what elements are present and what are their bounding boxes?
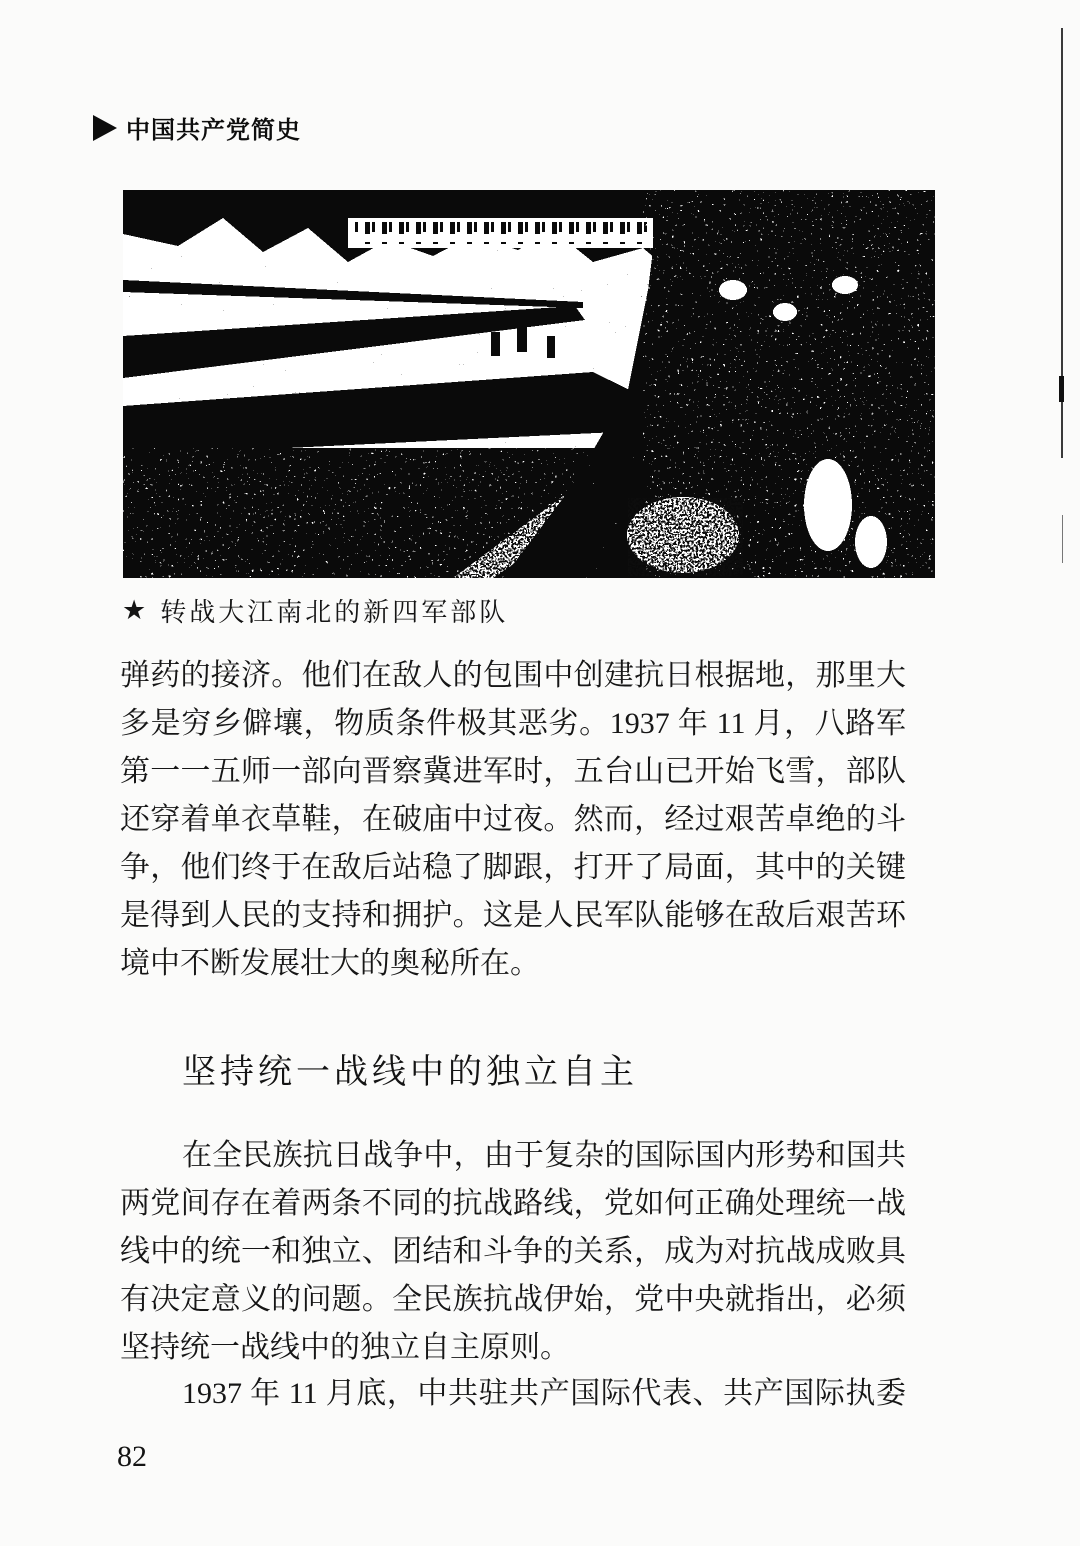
paragraph-3 <box>120 1370 906 1418</box>
body-line: 1937 年 11 月底，中共驻共产国际代表、共产国际执委 <box>182 1377 906 1410</box>
star-icon: ★ <box>122 595 147 625</box>
paragraph-2 <box>120 1132 906 1372</box>
body-line: 争，他们终于在敌后站稳了脚跟，打开了局面，其中的关键 <box>120 851 906 884</box>
section-heading: 坚持统一战线中的独立自主 <box>182 1054 638 1091</box>
photo-caption <box>122 592 508 629</box>
right-triangle-icon <box>93 115 117 141</box>
body-line: 坚持统一战线中的独立自主原则。 <box>120 1331 570 1364</box>
page-number: 82 <box>117 1440 147 1473</box>
newfourth-army-photo <box>123 190 935 578</box>
photo-caption-text: 转战大江南北的新四军部队 <box>160 598 509 627</box>
body-line: 弹药的接济。他们在敌人的包围中创建抗日根据地，那里大 <box>120 659 906 692</box>
paragraph-1 <box>120 652 906 988</box>
header-title: 中国共产党简史 <box>126 117 301 144</box>
body-line: 境中不断发展壮大的奥秘所在。 <box>120 947 540 980</box>
body-line: 是得到人民的支持和拥护。这是人民军队能够在敌后艰苦环 <box>120 899 906 932</box>
body-line: 在全民族抗日战争中，由于复杂的国际国内形势和国共 <box>182 1139 906 1172</box>
scan-artifact-line <box>1062 515 1063 563</box>
page-header <box>93 110 301 145</box>
body-line: 有决定意义的问题。全民族抗战伊始，党中央就指出，必须 <box>120 1283 906 1316</box>
body-line: 线中的统一和独立、团结和斗争的关系，成为对抗战成败具 <box>120 1235 906 1268</box>
body-line: 还穿着单衣草鞋，在破庙中过夜。然而，经过艰苦卓绝的斗 <box>120 803 906 836</box>
scan-artifact-blob <box>1059 376 1064 402</box>
body-line: 第一一五师一部向晋察冀进军时，五台山已开始飞雪，部队 <box>120 755 906 788</box>
body-line: 两党间存在着两条不同的抗战路线，党如何正确处理统一战 <box>120 1187 906 1220</box>
photo <box>123 190 935 578</box>
body-line: 多是穷乡僻壤，物质条件极其恶劣。1937 年 11 月，八路军 <box>120 707 906 740</box>
